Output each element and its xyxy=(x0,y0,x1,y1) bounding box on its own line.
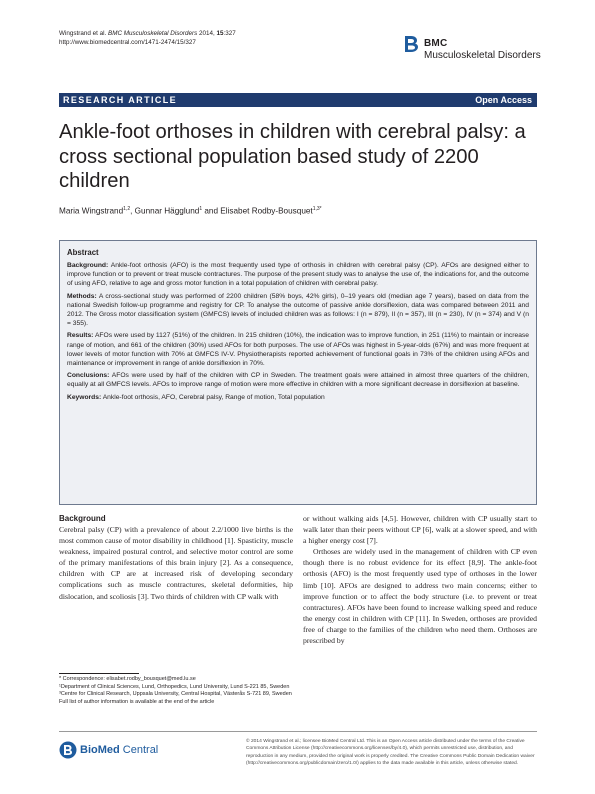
abstract-methods-label: Methods: xyxy=(67,292,97,300)
footnote-divider xyxy=(59,673,139,674)
abstract-results-label: Results: xyxy=(67,332,94,340)
abstract-methods xyxy=(67,292,529,329)
citation-volume: 15 xyxy=(216,30,224,37)
journal-logo-bmc: BMC xyxy=(424,38,448,49)
author-3-affiliation: 1,3* xyxy=(312,206,322,212)
body-column-left xyxy=(59,513,293,602)
citation-journal: BMC Musculoskeletal Disorders xyxy=(108,30,198,37)
biomed-central-icon xyxy=(59,741,77,759)
abstract-methods-text: A cross-sectional study was performed of 2200 children (58% boys, 42% girls), 0–19 years old (median age 7 years), based on data from the national Swedish follow-up programme and registry for CP. To analyse the outcome of passive ankle dorsiflexion, data was compared between 2011 and 2012. The Gross motor classification system (GMFCS) levels of included children was as follows: I (n = 879), II (n = 357), III (n = 230), IV (n = 374) and V (n = 355). xyxy=(67,292,529,328)
abstract-box xyxy=(59,240,537,505)
citation-page: :327 xyxy=(223,30,236,37)
citation-line xyxy=(59,30,236,39)
footnotes xyxy=(59,676,293,706)
abstract-results xyxy=(67,331,529,368)
bmc-logo-icon xyxy=(402,34,420,54)
journal-logo xyxy=(402,32,552,82)
citation-header xyxy=(59,30,236,47)
abstract-results-text: AFOs were used by 1127 (51%) of the children. In 215 children (10%), the indication was to improve function, in 251 (11%) to maintain or increase range of motion, and 661 of the children (30%) used AFOs for both purposes. The use of AFOs was highest in 5-year-olds (67%) and was more frequent at lower levels of motor function with 70% at GMFCS IV-V. Physiotherapists reported achievement of functional goals in 73% of the children using AFOs and maintenance or improvement in range of ankle dorsiflexion in 70%. xyxy=(67,332,529,368)
abstract-conclusions-text: AFOs were used by half of the children with CP in Sweden. The treatment goals were attained in almost three quarters of the children, equally at all GMFCS levels. AFOs to improve range of motion were more effective in children with a more significant decrease in dorsiflexion at baseline. xyxy=(67,372,529,389)
logo-bold: BioMed xyxy=(80,744,120,756)
journal-logo-name: Musculoskeletal Disorders xyxy=(424,50,541,61)
abstract-background xyxy=(67,261,529,289)
affiliation-3: ³Centre for Clinical Research, Uppsala University, Central Hospital, Västerås S-721 89, Sweden xyxy=(59,691,292,697)
abstract-keywords xyxy=(67,393,529,402)
citation-year: 2014, xyxy=(197,30,217,37)
article-title: Ankle-foot orthoses in children with cerebral palsy: a cross sectional population based study of 2200 children xyxy=(59,121,526,192)
author-info-note: Full list of author information is available at the end of the article xyxy=(59,698,215,705)
body-column-right xyxy=(303,513,537,646)
author-1: Maria Wingstrand xyxy=(59,206,124,216)
correspondence-note: * Correspondence: elisabet.rodby_bousquet@med.lu.se xyxy=(59,676,196,682)
biomed-central-logo xyxy=(59,740,169,760)
logo-light: Central xyxy=(119,744,159,756)
background-heading: Background xyxy=(59,514,106,523)
body-paragraph-1: or without walking aids [4,5]. However, children with CP usually start to walk later than their peers without CP [6], walk at a slower speed, and with a higher energy cost [7]. xyxy=(303,514,537,546)
license-text: © 2014 Wingstrand et al.; licensee BioMed Central Ltd. This is an Open Access article distributed under the terms of the Creative Commons Attribution License (http://creativecommons.org/licenses/by/4.0), which permits unrestricted use, distribution, and reproduction in any medium, provided the original work is properly credited. The Creative Commons Public Domain Dedication waiver (http://creativecommons.org/publicdomain/zero/1.0/) applies to the data made available in this article, unless otherwise stated. xyxy=(246,739,535,767)
article-type-label: RESEARCH ARTICLE xyxy=(63,95,178,105)
abstract-keywords-label: Keywords: xyxy=(67,393,102,401)
author-2-affiliation: 1 xyxy=(199,206,203,212)
abstract-conclusions-label: Conclusions: xyxy=(67,372,110,380)
background-paragraph: Cerebral palsy (CP) with a prevalence of about 2.2/1000 live births is the most common cause of motor disability in childhood [1]. Spasticity, muscle weakness, impaired postural control, and selective motor control are some of the primary manifestations of this brain injury [2]. As a consequence, children with CP are at increased risk of developing secondary complications such as muscle contractures, skeletal deformities, hip dislocation, and scoliosis [3]. Two thirds of children with CP walk with xyxy=(59,525,293,601)
citation-url[interactable]: http://www.biomedcentral.com/1471-2474/15/327 xyxy=(59,38,196,46)
citation-authors: Wingstrand et al. xyxy=(59,30,107,37)
abstract-keywords-text: Ankle-foot orthosis, AFO, Cerebral palsy, Range of motion, Total population xyxy=(101,393,325,401)
author-list xyxy=(59,206,322,216)
footer-divider xyxy=(59,731,537,732)
body-paragraph-2: Orthoses are widely used in the management of children with CP even though there is no robust evidence for its effect [8,9]. The ankle-foot orthosis (AFO) is the most frequently used type of orthoses in the lower limb [10]. AFOs are designed to address two main concerns; either to improve function or to affect the body structure (i.e. to prevent or treat contractures). AFOs have been found to increase walking speed and reduce the energy cost in children with CP [11]. In Sweden, orthoses are provided free of charge to the families of the children who need them. Orthoses are prescribed by xyxy=(303,547,537,646)
author-1-affiliation: 1,2 xyxy=(123,206,131,212)
biomed-central-wordmark xyxy=(80,744,158,756)
abstract-background-text: Ankle-foot orthosis (AFO) is the most frequently used type of orthosis in children with cerebral palsy (CP). AFOs are designed either to improve function or to prevent or treat muscle contractures. The purpose of the present study was to analyse the use of, the indications for, and the outcome of using AFO, relative to age and gross motor function in a total population of children with cerebral palsy. xyxy=(67,262,529,288)
author-3: and Elisabet Rodby-Bousquet xyxy=(202,206,313,216)
affiliation-1: ¹Department of Clinical Sciences, Lund, Orthopedics, Lund University, Lund S-221 85, Sweden xyxy=(59,683,290,690)
open-access-label: Open Access xyxy=(475,95,532,105)
article-type-banner xyxy=(59,93,537,107)
abstract-conclusions xyxy=(67,371,529,389)
abstract-background-label: Background: xyxy=(67,262,109,269)
abstract-heading: Abstract xyxy=(67,248,99,257)
author-2: , Gunnar Hägglund xyxy=(130,206,200,216)
